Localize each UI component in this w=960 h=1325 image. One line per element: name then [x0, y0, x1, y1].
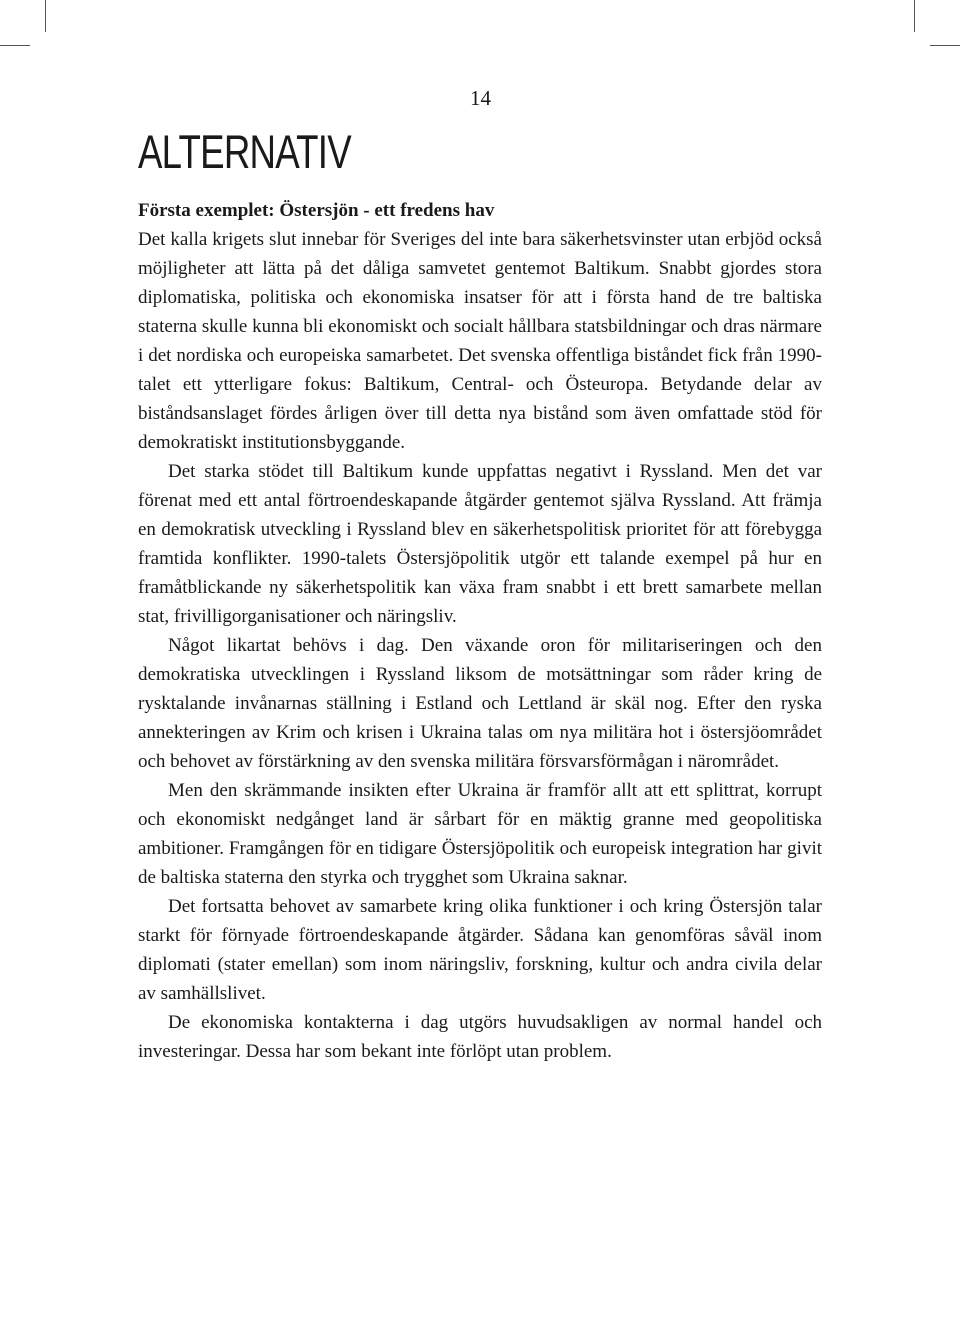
paragraph: De ekonomiska kontakterna i dag utgörs huvudsakligen av normal handel och investeringar. Dessa har som bekant inte förlöpt utan problem. [138, 1012, 822, 1062]
section-heading: Första exemplet: Östersjön - ett fredens hav [138, 200, 495, 221]
crop-mark-top-right-vertical [914, 0, 915, 32]
chapter-title: ALTERNATIV [138, 125, 351, 178]
crop-mark-top-left-horizontal [0, 45, 30, 46]
paragraph: Något likartat behövs i dag. Den växande oron för militariseringen och den demokratiska utvecklingen i Ryssland liksom de motsättningar som råder kring de rysktalande invånarnas ställning i Estland och Lettland är skäl nog. Efter den ryska annekteringen av Krim och krisen i Ukraina talas om nya militära hot i östersjöområdet och behovet av förstärkning av den svenska militära försvarsförmågan i närområdet. [138, 635, 822, 772]
page-number: 14 [470, 86, 491, 110]
crop-mark-top-right-horizontal [930, 45, 960, 46]
paragraph: Det fortsatta behovet av samarbete kring olika funktioner i och kring Östersjön talar starkt för förnyade förtroendeskapande åtgärder. Sådana kan genomföras såväl inom diplomati (stater emellan) som inom näringsliv, forskning, kultur och andra civila delar av samhällslivet. [138, 896, 822, 1004]
crop-mark-top-left-vertical [45, 0, 46, 32]
paragraph: Men den skrämmande insikten efter Ukraina är framför allt att ett splittrat, korrupt och ekonomiskt nedgånget land är sårbart för en mäktig granne med geopolitiska ambitioner. Framgången för en tidigare Östersjöpolitik och europeisk integration har givit de baltiska staterna den styrka och trygghet som Ukraina saknar. [138, 780, 822, 888]
paragraph: Det starka stödet till Baltikum kunde uppfattas negativt i Ryssland. Men det var förenat med ett antal förtroendeskapande åtgärder gentemot själva Ryssland. Att främja en demokratisk utveckling i Ryssland blev en säkerhetspolitisk prioritet för att förebygga framtida konflikter. 1990-talets Östersjöpolitik utgör ett talande exempel på hur en framåtblickande ny säkerhetspolitik kan växa fram snabbt i ett brett samarbete mellan stat, frivilligorganisationer och näringsliv. [138, 461, 822, 627]
body-text [138, 196, 822, 1066]
paragraph: Det kalla krigets slut innebar för Sveriges del inte bara säkerhetsvinster utan erbjöd också möjligheter att lätta på det dåliga samvetet gentemot Baltikum. Snabbt gjordes stora diplomatiska, politiska och ekonomiska insatser för att i första hand de tre baltiska staterna skulle kunna bli ekonomiskt och socialt hållbara statsbildningar och dras närmare i det nordiska och europeiska samarbetet. Det svenska offentliga biståndet fick från 1990-talet ett ytterligare fokus: Baltikum, Central- och Östeuropa. Betydande delar av biståndsanslaget fördes årligen över till detta nya bistånd som även omfattade stöd för demokratiskt institutionsbyggande. [138, 229, 822, 453]
